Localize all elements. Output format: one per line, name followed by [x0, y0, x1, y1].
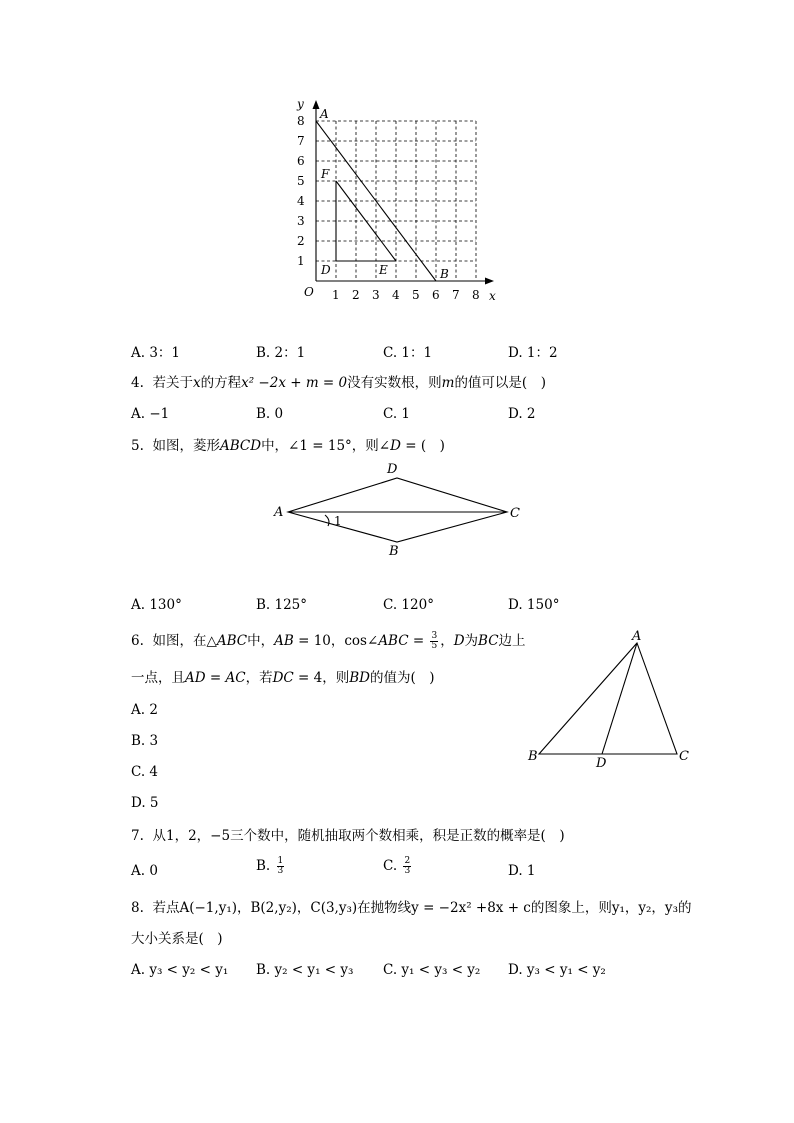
origin-label: O — [304, 285, 314, 299]
q6-text: = — [408, 633, 429, 649]
vertex-label-d: D — [387, 462, 398, 477]
q6-text: ， — [440, 633, 454, 649]
q4-text: 的值可以是( ) — [454, 375, 546, 391]
q6-option-b[interactable]: B. 3 — [131, 733, 159, 749]
y-tick: 6 — [297, 154, 305, 168]
q4-option-d[interactable]: D. 2 — [508, 406, 536, 422]
q5-text: = ( ) — [400, 438, 445, 454]
q4-option-c[interactable]: C. 1 — [383, 406, 411, 422]
fraction-denominator: 5 — [431, 641, 438, 651]
q3-option-d[interactable]: D. 1：2 — [508, 345, 558, 361]
q6-text: 中， — [247, 633, 275, 649]
point-label-a: A — [320, 107, 329, 121]
q7-number: 7. — [131, 828, 144, 844]
q7-option-d[interactable]: D. 1 — [508, 863, 536, 879]
option-label: C. — [383, 858, 402, 874]
fraction-numerator: 3 — [431, 631, 438, 641]
vertex-label-d: D — [596, 756, 607, 771]
q6-text: ，若 — [245, 670, 273, 686]
q3-grid-figure — [0, 0, 794, 320]
q6-side: BC — [478, 633, 499, 649]
vertex-label-b: B — [528, 749, 538, 764]
x-tick: 2 — [352, 288, 360, 302]
q6-side: AB — [274, 633, 294, 649]
q5-number: 5. — [131, 438, 144, 454]
vertex-label-a: A — [274, 505, 284, 520]
q6-text: 一点，且 — [131, 670, 185, 686]
q6-option-d[interactable]: D. 5 — [131, 795, 159, 811]
x-tick: 7 — [452, 288, 460, 302]
q6-side: AC — [225, 670, 246, 686]
option-fraction — [277, 857, 285, 876]
q4-text: 的方程 — [200, 375, 242, 391]
q5-text: 中，∠1 = 15°，则∠ — [261, 438, 391, 454]
q8-number: 8. — [131, 900, 144, 916]
q8-stem-line2: 大小关系是( ) — [131, 931, 223, 947]
q4-option-b[interactable]: B. 0 — [256, 406, 284, 422]
q6-side: DC — [272, 670, 294, 686]
q6-text: = 10，cos∠ — [293, 633, 379, 649]
q6-text: 边上 — [498, 633, 526, 649]
y-axis-label: y — [297, 97, 304, 111]
q5-angle-d: D — [390, 438, 401, 454]
q6-option-a[interactable]: A. 2 — [131, 702, 158, 718]
q3-option-b[interactable]: B. 2：1 — [256, 345, 306, 361]
x-tick: 6 — [432, 288, 440, 302]
q6-angle: ABC — [378, 633, 409, 649]
q5-stem — [131, 437, 445, 455]
option-fraction — [403, 857, 411, 876]
grid-lines — [316, 121, 476, 281]
q4-stem — [131, 374, 546, 392]
y-tick: 2 — [297, 234, 305, 248]
y-tick: 3 — [297, 214, 305, 228]
y-axis-arrow — [313, 100, 320, 109]
q4-var-x: x — [192, 375, 201, 391]
x-tick: 1 — [332, 288, 340, 302]
q5-option-a[interactable]: A. 130° — [131, 597, 182, 613]
point-label-e: E — [379, 263, 388, 277]
point-label-f: F — [321, 167, 330, 181]
q5-option-d[interactable]: D. 150° — [508, 597, 560, 613]
q6-text: 如图，在△ — [152, 633, 217, 649]
fraction-denominator: 3 — [277, 866, 284, 876]
angle-label-1: 1 — [334, 514, 342, 528]
q8-option-d[interactable]: D. y₃ < y₁ < y₂ — [508, 962, 606, 978]
x-tick: 8 — [472, 288, 480, 302]
q7-stem — [131, 827, 565, 845]
y-tick: 1 — [297, 254, 305, 268]
vertex-label-b: B — [389, 544, 399, 559]
x-tick: 4 — [392, 288, 400, 302]
q6-side: BD — [349, 670, 370, 686]
q5-rhombus-name: ABCD — [219, 438, 262, 454]
q6-option-c[interactable]: C. 4 — [131, 764, 159, 780]
y-tick: 7 — [297, 134, 305, 148]
q8-stem-line1 — [131, 899, 691, 917]
q8-text: 若点A(−1,y₁)，B(2,y₂)，C(3,y₃)在抛物线y = −2x² +8x + c的图象上，则y₁，y₂，y₃的 — [152, 900, 692, 916]
q6-triangle: ABC — [216, 633, 248, 649]
q7-text: 从1，2，−5三个数中，随机抽取两个数相乘，积是正数的概率是( ) — [152, 828, 565, 844]
q3-option-a[interactable]: A. 3：1 — [131, 345, 181, 361]
q6-number: 6. — [131, 633, 144, 649]
q4-equation: x² −2x + m = 0 — [241, 375, 348, 391]
q4-option-a[interactable]: A. −1 — [131, 406, 170, 422]
y-tick: 8 — [297, 114, 305, 128]
q7-option-b[interactable] — [256, 857, 286, 876]
q6-text: 的值为( ) — [369, 670, 435, 686]
x-tick: 3 — [372, 288, 380, 302]
q5-option-c[interactable]: C. 120° — [383, 597, 434, 613]
q7-option-c[interactable] — [383, 857, 413, 876]
q6-side: AD — [185, 670, 206, 686]
q6-point: D — [453, 633, 465, 649]
vertex-label-a: A — [632, 629, 642, 644]
q4-text: 若关于 — [152, 375, 193, 391]
point-label-b: B — [440, 267, 449, 281]
q8-option-a[interactable]: A. y₃ < y₂ < y₁ — [131, 962, 229, 978]
point-label-d: D — [321, 263, 331, 277]
q4-text: 没有实数根，则 — [347, 375, 442, 391]
option-label: B. — [256, 858, 275, 874]
q5-rhombus-figure — [0, 455, 794, 565]
axes — [316, 104, 490, 281]
q6-text: = — [205, 670, 226, 686]
q6-triangle-figure — [0, 620, 794, 775]
q3-option-c[interactable]: C. 1：1 — [383, 345, 433, 361]
q4-var-m: m — [441, 375, 455, 391]
vertex-label-c: C — [510, 506, 520, 521]
fraction-numerator: 1 — [277, 856, 284, 866]
q8-option-b[interactable]: B. y₂ < y₁ < y₃ — [256, 962, 354, 978]
y-tick: 5 — [297, 174, 305, 188]
q6-text: 为 — [464, 633, 479, 649]
q6-text: = 4，则 — [293, 670, 350, 686]
fraction-numerator: 2 — [404, 856, 411, 866]
fraction-denominator: 3 — [404, 866, 411, 876]
x-axis-arrow — [485, 278, 494, 285]
q8-option-c[interactable]: C. y₁ < y₃ < y₂ — [383, 962, 481, 978]
q4-number: 4. — [131, 375, 144, 391]
y-tick: 4 — [297, 194, 305, 208]
q5-option-b[interactable]: B. 125° — [256, 597, 308, 613]
q5-text: 如图，菱形 — [152, 438, 220, 454]
x-tick: 5 — [412, 288, 420, 302]
x-axis-label: x — [489, 289, 496, 303]
q7-option-a[interactable]: A. 0 — [131, 863, 158, 879]
vertex-label-c: C — [679, 749, 689, 764]
